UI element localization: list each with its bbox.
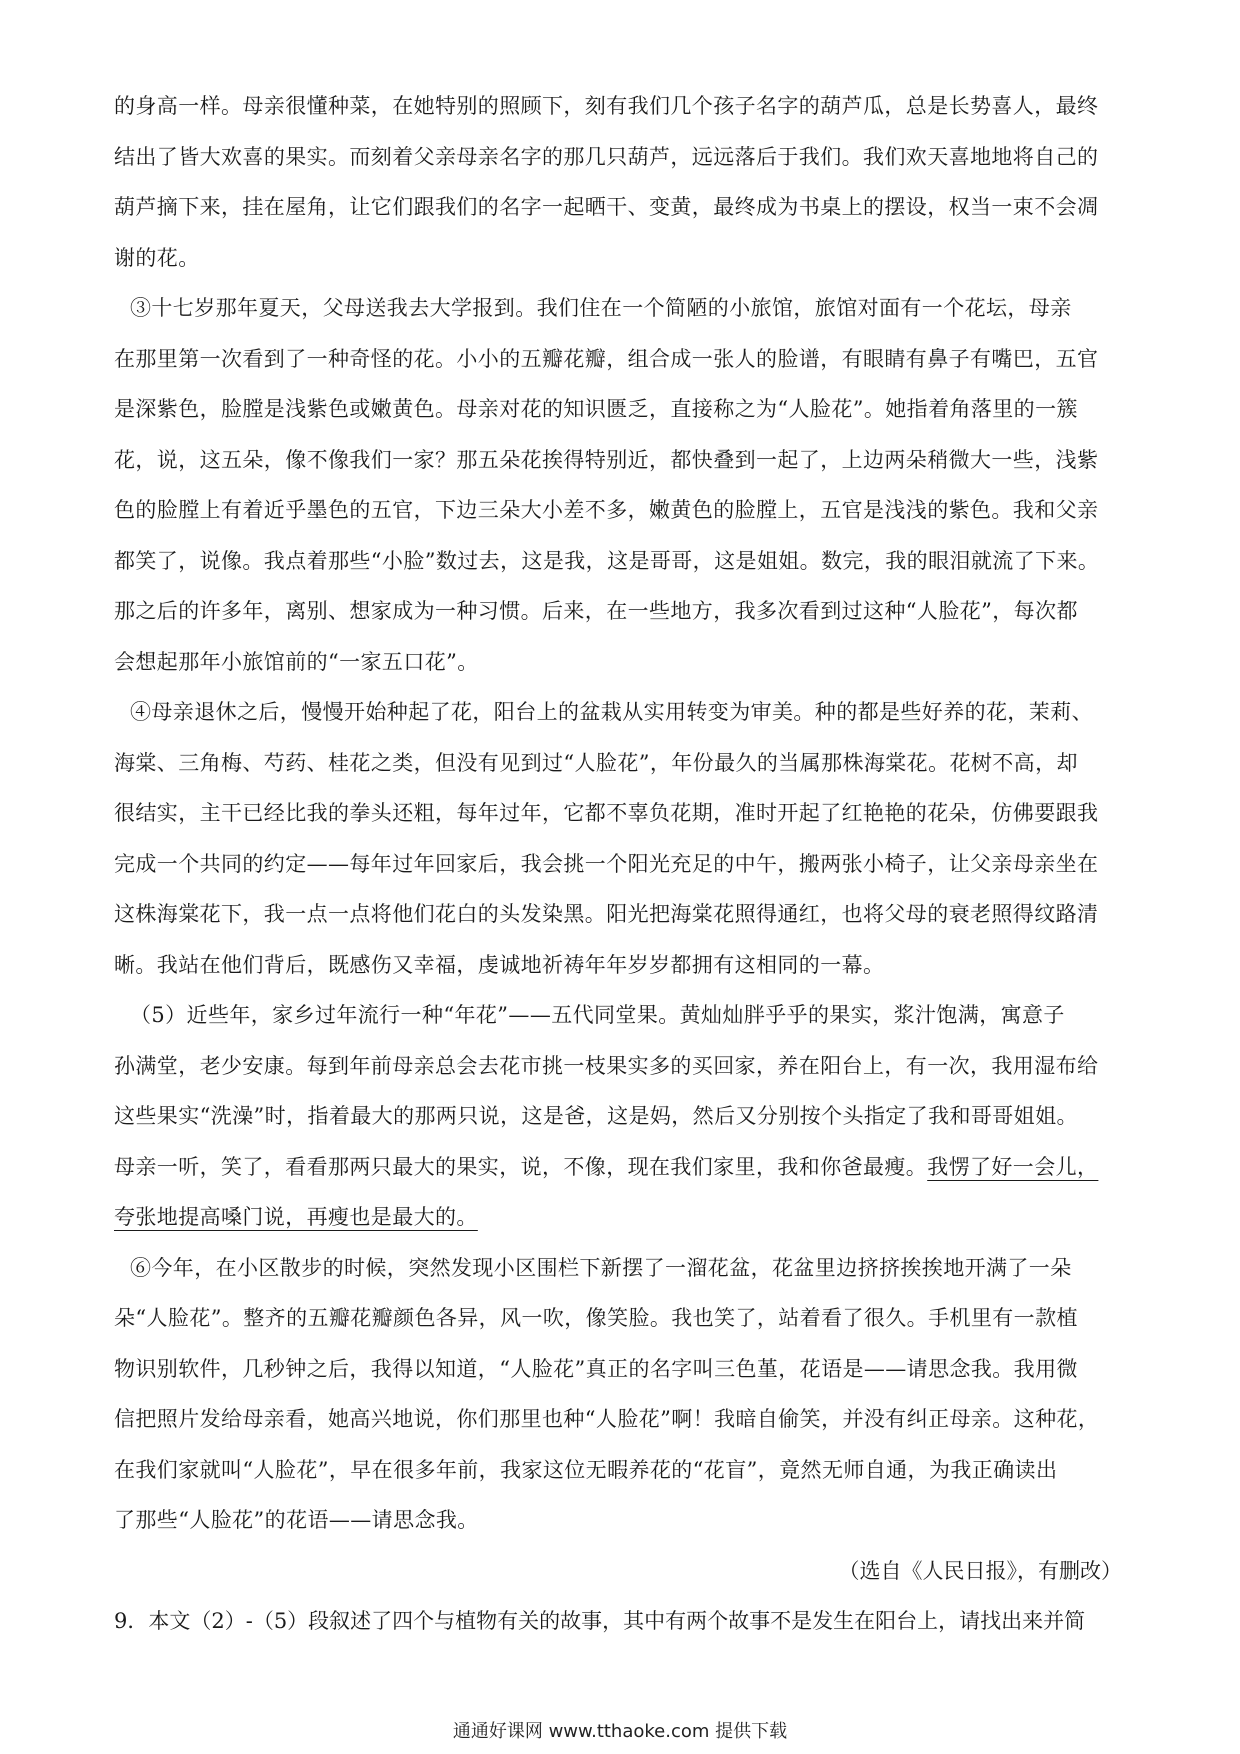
paragraph-6-line-4: 信把照片发给母亲看，她高兴地说，你们那里也种“人脸花”啊！我暗自偷笑，并没有纠正母亲。这种花， [114,1407,1100,1431]
text-run: 完成一个 [114,852,200,876]
paragraph-4-line-4 [114,850,1134,878]
paragraph-3-line-1: ③十七岁那年夏天，父母送我去大学报到。我们住在一个简陋的小旅馆，旅馆对面有一个花坛，母亲 [130,296,1072,320]
underlined-sentence: 我愣了好一会儿， [927,1155,1099,1179]
paragraph-4-line-5: 这株海棠花下，我一点一点将他们花白的头发染黑。阳光把海棠花照得通红，也将父母的衰老照得纹路清 [114,902,1099,926]
text-run: 母亲一听，笑了，看看那两只最大的果实，说，不像，现在我们家里，我和你爸最瘦。 [114,1155,928,1179]
source-citation: （选自《人民日报》，有删改） [838,1559,1122,1583]
paragraph-3-line-4: 花，说，这五朵，像不像我们一家？那五朵花挨得特别近，都快叠到一起了，上边两朵稍微大一些，浅紫 [114,448,1099,472]
paragraph-6-line-1: ⑥今年，在小区散步的时候，突然发现小区围栏下新摆了一溜花盆，花盆里边挤挤挨挨地开满了一朵 [130,1256,1072,1280]
paragraph-6-line-3: 物识别软件，几秒钟之后，我得以知道，“人脸花”真正的名字叫三色堇，花语是——请思念我。我用微 [114,1357,1078,1381]
paragraph-5-line-2: 孙满堂，老少安康。每到年前母亲总会去花市挑一枝果实多的买回家，养在阳台上，有一次，我用湿布给 [114,1054,1099,1078]
paragraph-4-line-3: 很结实，主干已经比我的拳头还粗，每年过年，它都不辜负花期，准时开起了红艳艳的花朵，仿佛要跟我 [114,801,1099,825]
question-9: 9．本文（2）-（5）段叙述了四个与植物有关的故事，其中有两个故事不是发生在阳台上，请找出来并简 [114,1609,1086,1633]
paragraph-4-line-6: 晰。我站在他们背后，既感伤又幸福，虔诚地祈祷年年岁岁都拥有这相同的一幕。 [114,953,885,977]
emphasis-dotted-phrase: 皆大欢喜 [178,145,264,169]
emphasis-dotted-phrase: 共同的约定 [199,852,307,876]
paragraph-5-line-4 [114,1153,1134,1181]
underlined-sentence: 夸张地提高嗓门说，再瘦也是最大的。 [114,1205,478,1229]
paragraph-2-line-1: 的身高一样。母亲很懂种菜，在她特别的照顾下，刻有我们几个孩子名字的葫芦瓜，总是长势喜人，最终 [114,94,1099,118]
text-run: 结出了 [114,145,179,169]
paragraph-2-line-3: 葫芦摘下来，挂在屋角，让它们跟我们的名字一起晒干、变黄，最终成为书桌上的摆设，权当一束不会凋 [114,195,1099,219]
paragraph-3-line-6: 都笑了，说像。我点着那些“小脸”数过去，这是我，这是哥哥，这是姐姐。数完，我的眼泪就流了下来。 [114,549,1100,573]
paragraph-5-line-3: 这些果实“洗澡”时，指着最大的那两只说，这是爸，这是妈，然后又分别按个头指定了我和哥哥姐姐。 [114,1104,1078,1128]
paragraph-5-line-5 [114,1203,1134,1231]
text-run: 的果实。而刻着父亲母亲名字的那几只葫芦，远远落后于我们。我们欢天喜地地将自己的 [263,145,1099,169]
paragraph-6-line-2: 朵“人脸花”。整齐的五瓣花瓣颜色各异，风一吹，像笑脸。我也笑了，站着看了很久。手机里有一款植 [114,1306,1078,1330]
paragraph-4-line-1: ④母亲退休之后，慢慢开始种起了花，阳台上的盆栽从实用转变为审美。种的都是些好养的花，茉莉、 [130,700,1093,724]
paragraph-3-line-7: 那之后的许多年，离别、想家成为一种习惯。后来，在一些地方，我多次看到过这种“人脸花”，每次都 [114,599,1078,623]
paragraph-5-line-1: （5）近些年，家乡过年流行一种“年花”——五代同堂果。黄灿灿胖乎乎的果实，浆汁饱满，寓意子 [130,1003,1065,1027]
paragraph-3-line-3: 是深紫色，脸膛是浅紫色或嫩黄色。母亲对花的知识匮乏，直接称之为“人脸花”。她指着角落里的一簇 [114,397,1078,421]
paragraph-3-line-5: 色的脸膛上有着近乎墨色的五官，下边三朵大小差不多，嫩黄色的脸膛上，五官是浅浅的紫色。我和父亲 [114,498,1099,522]
paragraph-6-line-5: 在我们家就叫“人脸花”，早在很多年前，我家这位无暇养花的“花盲”，竟然无师自通，为我正确读出 [114,1458,1058,1482]
paragraph-4-line-2: 海棠、三角梅、芍药、桂花之类，但没有见到过“人脸花”，年份最久的当属那株海棠花。花树不高，却 [114,751,1078,775]
paragraph-2-line-2 [114,143,1134,171]
footer-download-note: 通通好课网 www.tthaoke.com 提供下载 [452,1721,788,1742]
paragraph-3-line-2: 在那里第一次看到了一种奇怪的花。小小的五瓣花瓣，组合成一张人的脸谱，有眼睛有鼻子有嘴巴，五官 [114,347,1099,371]
paragraph-2-line-4: 谢的花。 [114,246,200,270]
paragraph-6-line-6: 了那些“人脸花”的花语——请思念我。 [114,1508,479,1532]
paragraph-3-line-8: 会想起那年小旅馆前的“一家五口花”。 [114,650,479,674]
text-run: ——每年过年回家后，我会挑一个阳光充足的中午，搬两张小椅子，让父亲母亲坐在 [306,852,1099,876]
